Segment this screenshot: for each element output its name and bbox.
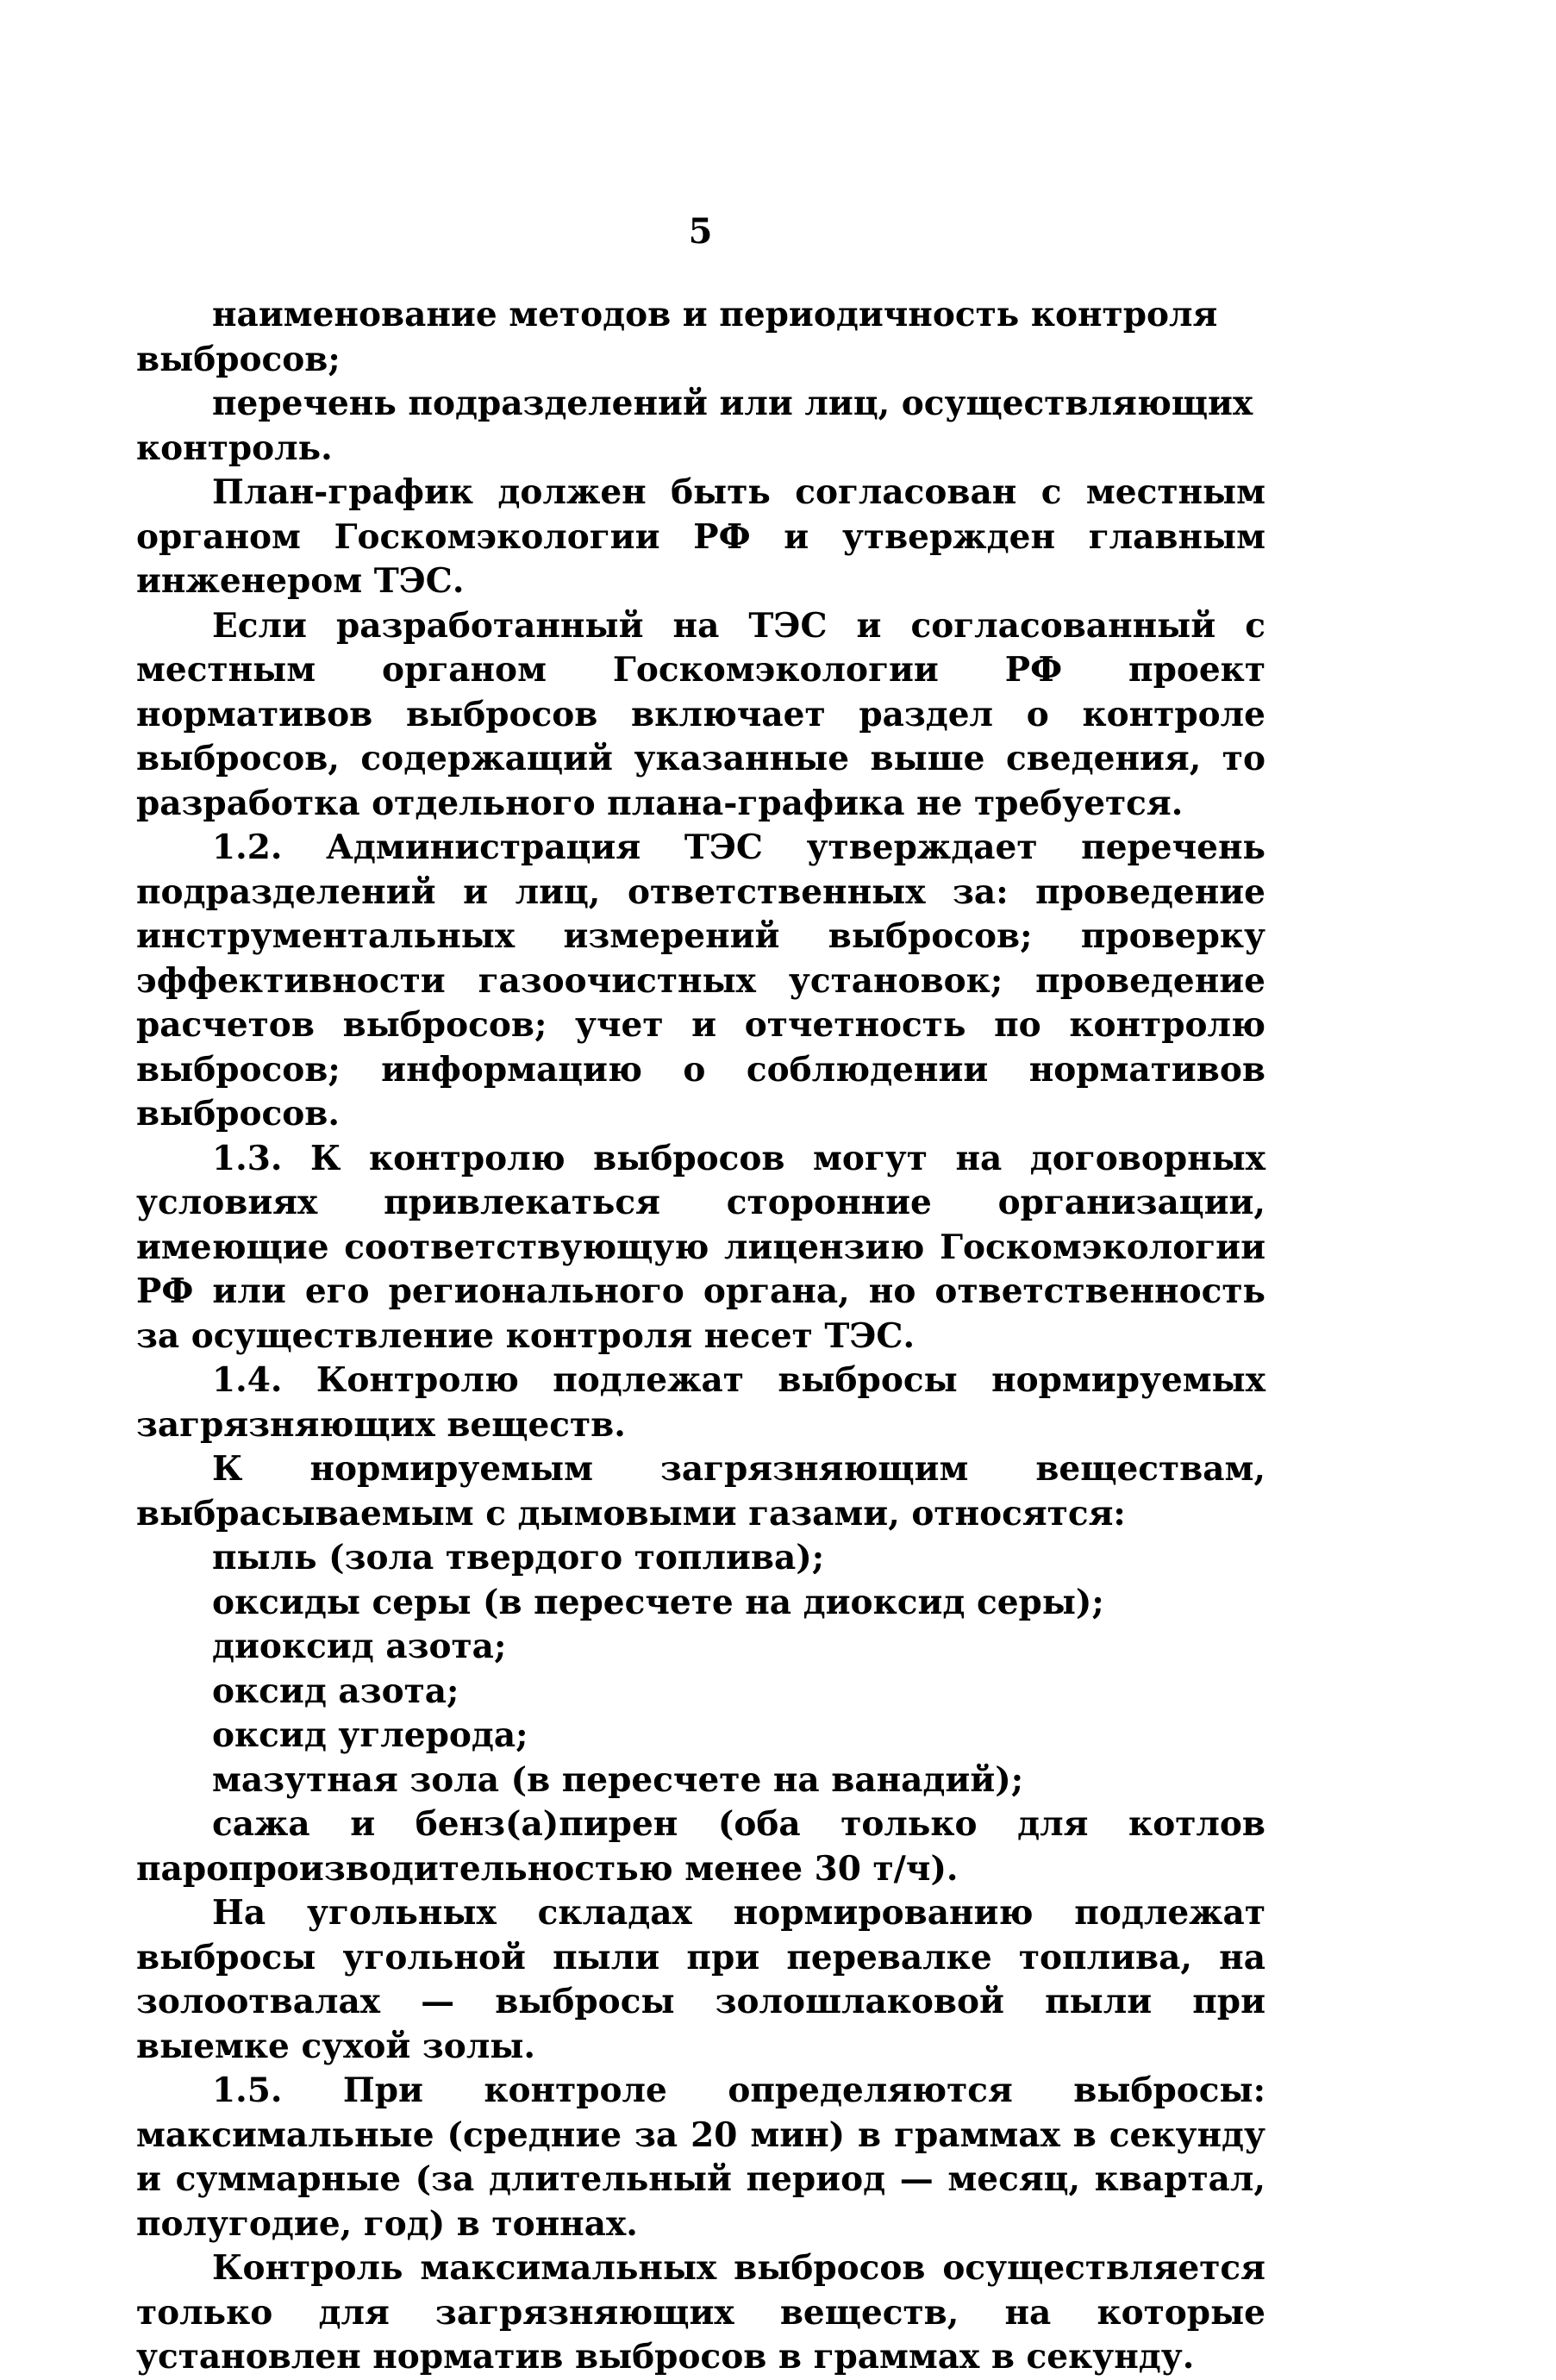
paragraph-5: 1.2. Администрация ТЭС утверждает перечень подразделений и лиц, ответственных за: проведение инструментальных измерений выбросов; проверку эффективности газоочистных установок; проведение расчетов выбросов; учет и отчетность по контролю выбросов; информацию о соблюдении нормативов выбросов. bbox=[136, 828, 1265, 1134]
list-item-carbon-oxide: оксид углерода; bbox=[212, 1715, 528, 1755]
page-number: 5 bbox=[688, 211, 713, 252]
list-item-nitrogen-oxide: оксид азота; bbox=[212, 1671, 459, 1711]
paragraph-2: перечень подразделений или лиц, осуществляющих контроль. bbox=[136, 384, 1253, 468]
paragraph-6: 1.3. К контролю выбросов могут на договорных условиях привлекаться сторонние организации, имеющие соответствующую лицензию Госкомэкологии РФ или его регионального органа, но ответственность за осуществление контроля несет ТЭС. bbox=[136, 1138, 1265, 1356]
paragraph-1-5: 1.5. При контроле определяются выбросы: максимальные (средние за 20 мин) в граммах в секунду и суммарные (за длительный период — месяц, квартал, полугодие, год) в тоннах. bbox=[136, 2071, 1265, 2244]
list-item-dust: пыль (зола твердого топлива); bbox=[212, 1538, 825, 1577]
body-text bbox=[136, 293, 1265, 2380]
paragraph-8: К нормируемым загрязняющим веществам, выбрасываемым с дымовыми газами, относятся: bbox=[136, 1449, 1265, 1534]
list-item-fuel-oil-ash: мазутная зола (в пересчете на ванадий); bbox=[212, 1759, 1024, 1800]
paragraph-7: 1.4. Контролю подлежат выбросы нормируемых загрязняющих веществ. bbox=[136, 1360, 1265, 1445]
paragraph-1: наименование методов и периодичность контроля выбросов; bbox=[136, 295, 1218, 379]
paragraph-3: План-график должен быть согласован с местным органом Госкомэкологии РФ и утвержден главным инженером ТЭС. bbox=[136, 472, 1265, 601]
list-item-soot-benzopyrene: сажа и бенз(а)пирен (оба только для котлов паропроизводительностью менее 30 т/ч). bbox=[136, 1804, 1265, 1889]
paragraph-max-emissions: Контроль максимальных выбросов осуществляется только для загрязняющих веществ, на которые установлен норматив выбросов в граммах в секунду. bbox=[136, 2248, 1265, 2377]
list-item-sulfur-oxides: оксиды серы (в пересчете на диоксид серы); bbox=[212, 1582, 1104, 1622]
list-item-nitrogen-dioxide: диоксид азота; bbox=[212, 1627, 507, 1666]
paragraph-4: Если разработанный на ТЭС и согласованный с местным органом Госкомэкологии РФ проект нормативов выбросов включает раздел о контроле выбросов, содержащий указанные выше сведения, то разработка отдельного плана-графика не требуется. bbox=[136, 605, 1265, 823]
paragraph-coal-storage: На угольных складах нормированию подлежат выбросы угольной пыли при перевалке топлива, на золоотвалах — выбросы золошлаковой пыли при выемке сухой золы. bbox=[136, 1893, 1265, 2066]
